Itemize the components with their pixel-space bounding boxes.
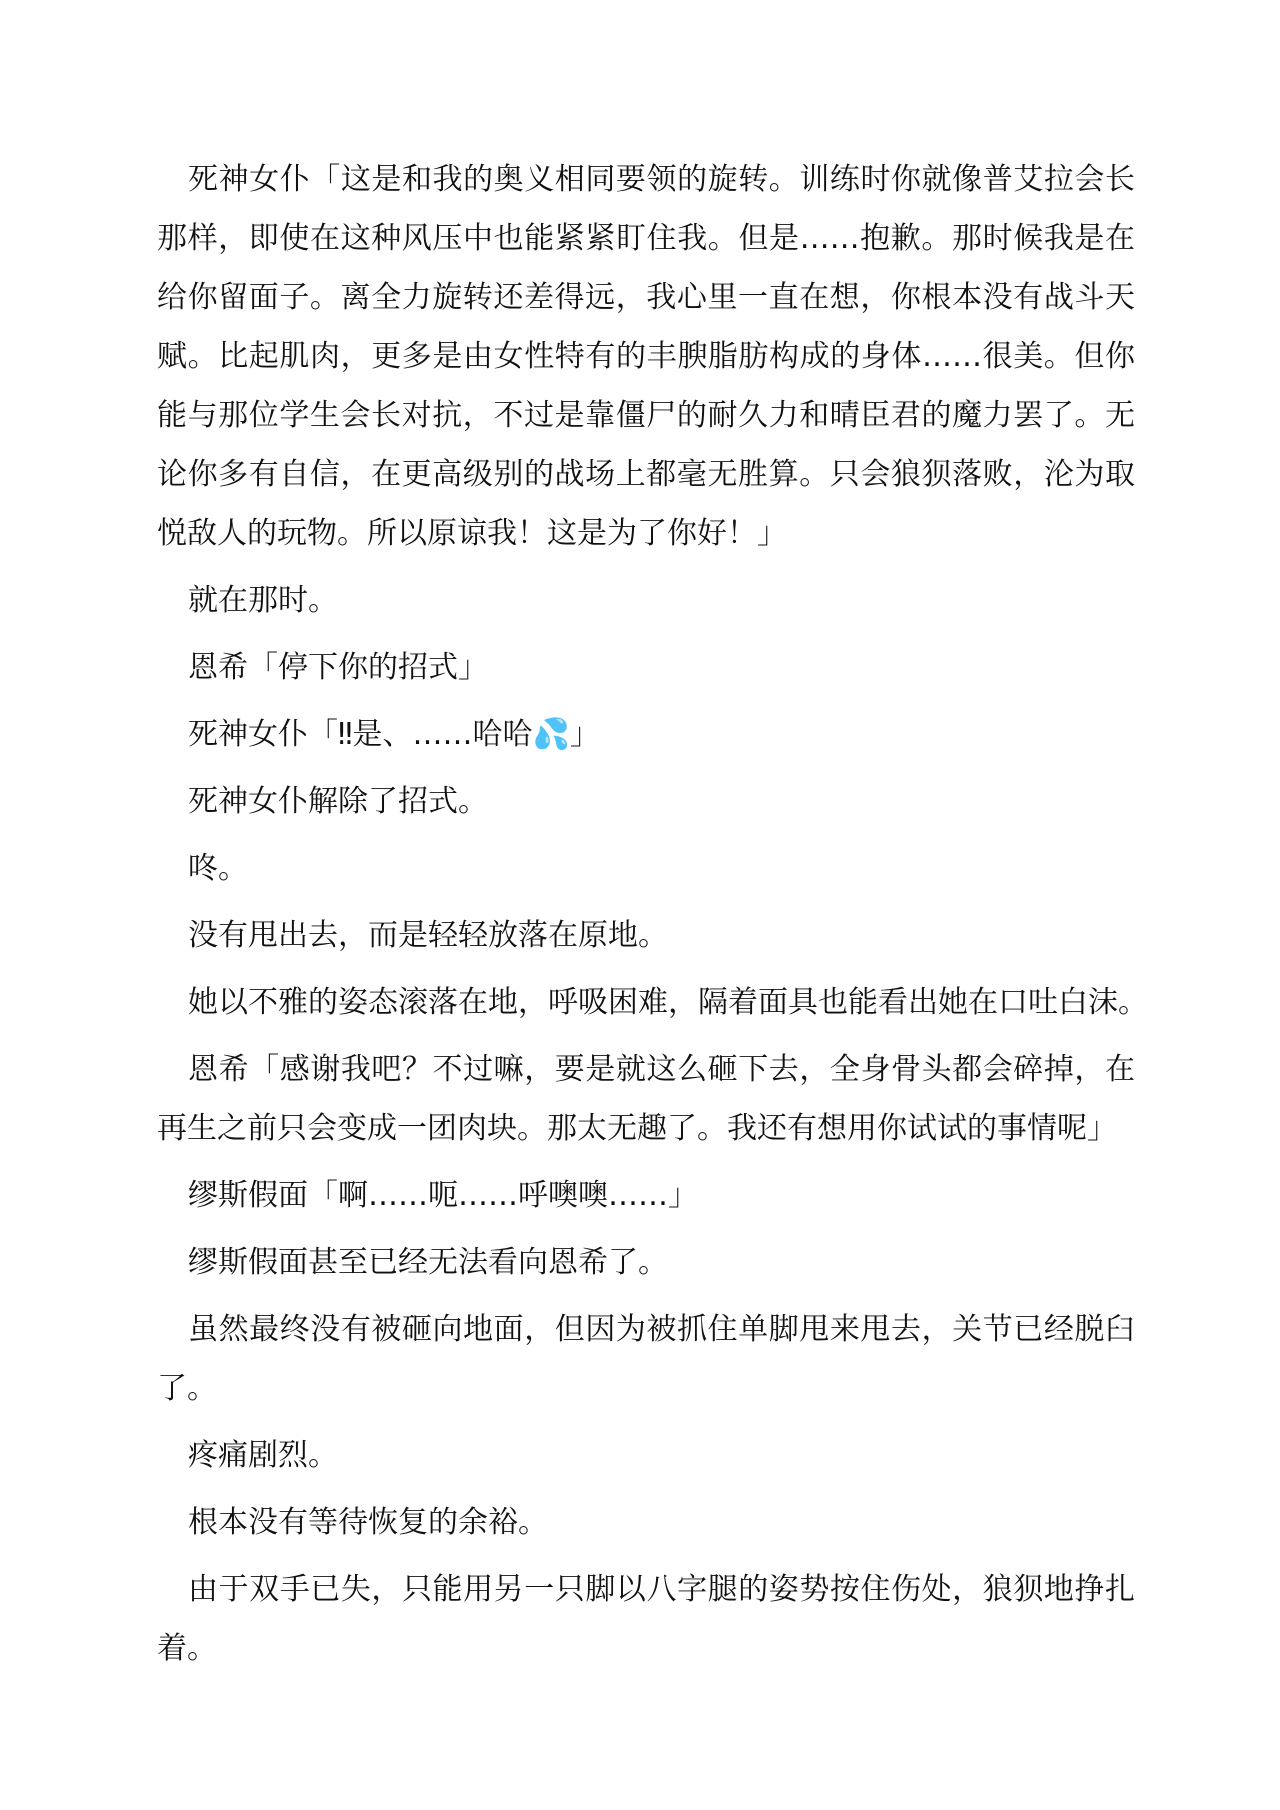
text-line: 论你多有自信，在更高级别的战场上都毫无胜算。只会狼狈落败，沦为取 bbox=[157, 457, 1135, 492]
text-line: 缪斯假面「啊……呃……呼噢噢……」 bbox=[188, 1178, 698, 1213]
paragraph bbox=[157, 638, 1135, 697]
text-line: 着。 bbox=[157, 1631, 217, 1666]
paragraph bbox=[157, 1166, 1135, 1225]
text-line: 恩希「停下你的招式」 bbox=[188, 650, 488, 685]
text-line: 缪斯假面甚至已经无法看向恩希了。 bbox=[188, 1245, 668, 1280]
paragraph bbox=[157, 1493, 1135, 1552]
text-line: 能与那位学生会长对抗，不过是靠僵尸的耐久力和晴臣君的魔力罢了。无 bbox=[157, 398, 1135, 433]
paragraph bbox=[157, 1300, 1135, 1418]
text-line: 疼痛剧烈。 bbox=[188, 1438, 338, 1473]
text-line: 死神女仆解除了招式。 bbox=[188, 784, 488, 819]
paragraph bbox=[157, 705, 1135, 764]
text-line: 那样，即使在这种风压中也能紧紧盯住我。但是……抱歉。那时候我是在 bbox=[157, 221, 1135, 256]
text-line: 了。 bbox=[157, 1371, 217, 1406]
text-line: 死神女仆「‼是、……哈哈💦」 bbox=[188, 717, 600, 752]
text-line: 没有甩出去，而是轻轻放落在原地。 bbox=[188, 918, 668, 953]
text-line: 咚。 bbox=[188, 851, 248, 886]
text-line: 再生之前只会变成一团肉块。那太无趣了。我还有想用你试试的事情呢」 bbox=[157, 1111, 1117, 1146]
text-line: 虽然最终没有被砸向地面，但因为被抓住单脚甩来甩去，关节已经脱臼 bbox=[188, 1312, 1135, 1347]
paragraph bbox=[157, 772, 1135, 831]
paragraph bbox=[157, 1560, 1135, 1678]
paragraph bbox=[157, 906, 1135, 965]
paragraph bbox=[157, 839, 1135, 898]
text-line: 恩希「感谢我吧？不过嘛，要是就这么砸下去，全身骨头都会碎掉，在 bbox=[188, 1052, 1135, 1087]
text-line: 死神女仆「这是和我的奥义相同要领的旋转。训练时你就像普艾拉会长 bbox=[188, 162, 1135, 197]
paragraph bbox=[157, 1426, 1135, 1485]
paragraph bbox=[157, 571, 1135, 630]
text-line: 就在那时。 bbox=[188, 583, 338, 618]
text-line: 给你留面子。离全力旋转还差得远，我心里一直在想，你根本没有战斗天 bbox=[157, 280, 1135, 315]
text-line: 由于双手已失，只能用另一只脚以八字腿的姿势按住伤处，狼狈地挣扎 bbox=[188, 1572, 1135, 1607]
text-line: 悦敌人的玩物。所以原谅我！这是为了你好！」 bbox=[157, 516, 787, 551]
paragraph bbox=[157, 973, 1148, 1032]
text-line: 赋。比起肌肉，更多是由女性特有的丰腴脂肪构成的身体……很美。但你 bbox=[157, 339, 1135, 374]
text-line: 根本没有等待恢复的余裕。 bbox=[188, 1505, 548, 1540]
paragraph bbox=[157, 1040, 1135, 1158]
text-line: 她以不雅的姿态滚落在地，呼吸困难，隔着面具也能看出她在口吐白沫。 bbox=[188, 985, 1148, 1020]
paragraph bbox=[157, 150, 1135, 563]
paragraph bbox=[157, 1233, 1135, 1292]
document-page bbox=[157, 150, 1148, 1686]
